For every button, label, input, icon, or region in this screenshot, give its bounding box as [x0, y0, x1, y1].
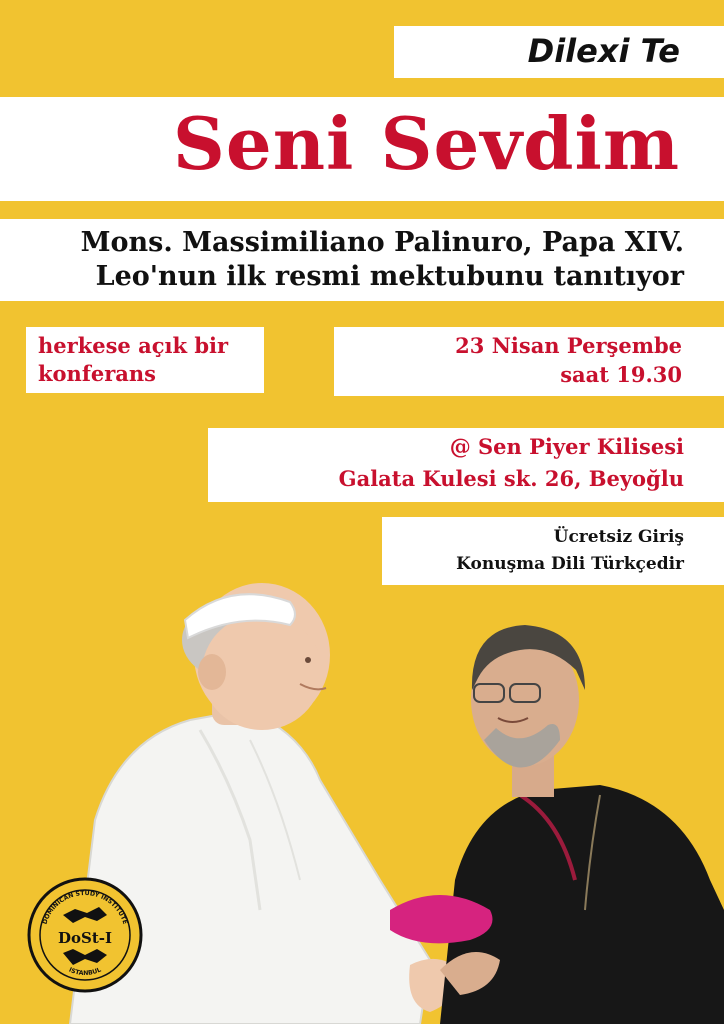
speaker-banner [0, 219, 724, 301]
speaker-text-line-2: Leo'nun ilk resmi mektubunu tanıtıyor [95, 261, 684, 292]
venue-banner [208, 428, 724, 502]
date-banner [334, 327, 724, 396]
admission-info: Ücretsiz Giriş [553, 527, 684, 547]
event-time: saat 19.30 [560, 362, 682, 387]
language-info: Konuşma Dili Türkçedir [456, 554, 684, 574]
audience-banner [26, 327, 264, 393]
venue-address: Galata Kulesi sk. 26, Beyoğlu [338, 466, 684, 491]
event-date: 23 Nisan Perşembe [455, 333, 682, 358]
audience-text-line-2: konferans [38, 361, 156, 386]
event-title: Seni Sevdim [172, 101, 680, 186]
event-subtitle: Dilexi Te [527, 32, 680, 70]
speaker-text-line-1: Mons. Massimiliano Palinuro, Papa XIV. [80, 227, 684, 258]
title-banner [0, 97, 724, 201]
audience-text-line-1: herkese açık bir [38, 333, 229, 358]
subtitle-banner [394, 26, 724, 78]
logo-ring-bottom-text: ISTANBUL [67, 966, 103, 978]
logo-ring-top-text: DOMINICAN STUDY INSTITUTE [41, 889, 129, 926]
dost-i-logo [27, 877, 143, 993]
logo-name: DoSt-I [57, 929, 113, 947]
info-banner [382, 517, 724, 585]
venue-name: @ Sen Piyer Kilisesi [449, 434, 684, 459]
